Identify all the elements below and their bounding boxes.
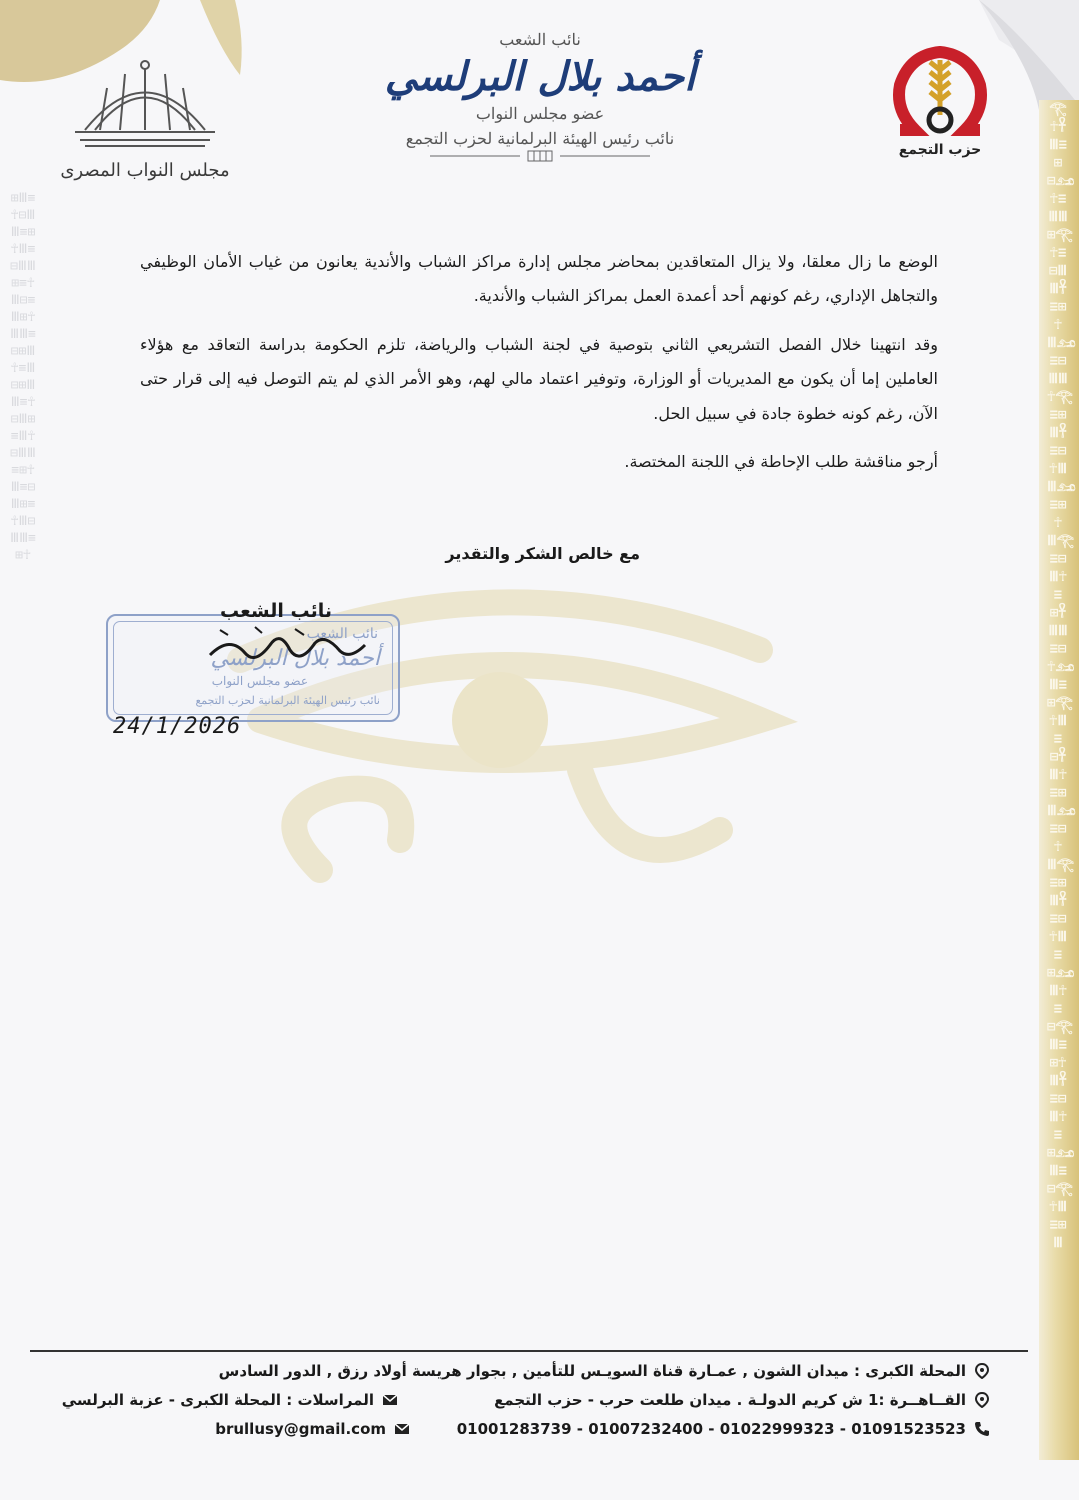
email-text[interactable]: brullusy@gmail.com — [215, 1420, 386, 1438]
correspondence — [62, 1391, 398, 1409]
deputy-title: نائب الشعب — [499, 30, 581, 49]
position-line: نائب رئيس الهيئة البرلمانية لحزب التجمع — [405, 129, 675, 148]
parliament-name: مجلس النواب المصرى — [60, 160, 230, 181]
address-cairo — [494, 1391, 990, 1409]
closing-line: مع خالص الشكر والتقدير — [445, 544, 640, 563]
deputy-name: أحمد بلال البرلسي — [384, 53, 696, 100]
location-pin-icon — [974, 1363, 990, 1379]
hieroglyph-border-left: ⊞Ⅲ≡☥⊟ⅢⅢ≡⊞☥Ⅲ≡⊟ⅢⅢ⊞≡☥Ⅲ⊟≡Ⅲ⊞☥ⅢⅢ≡⊟⊞Ⅲ☥≡Ⅲ⊟⊞ⅢⅢ≡☥⊟Ⅲ⊞≡Ⅲ☥⊟ⅢⅢ≡⊞☥Ⅲ≡⊟Ⅲ⊞≡☥Ⅲ⊟ⅢⅢ≡⊞☥ — [10, 191, 36, 563]
email[interactable] — [215, 1420, 410, 1438]
member-line: عضو مجلس النواب — [475, 104, 605, 123]
paragraph-1: الوضع ما زال معلقا، ولا يزال المتعاقدين بمحاضر مجلس إدارة مراكز الشباب والأندية يعانون من غياب الأمان الوظيفي والتجاهل الإداري، رغم كونهم أحد أعمدة العمل بمراكز الشباب والأندية. — [140, 252, 938, 306]
deputy-header — [360, 30, 720, 167]
signature-title: نائب الشعب — [220, 600, 332, 622]
handwritten-signature — [200, 615, 380, 675]
phone-icon — [974, 1421, 990, 1437]
phones-text: 01091523523 - 01022999323 - 01007232400 - 01001283739 — [456, 1420, 966, 1438]
paragraph-3: أرجو مناقشة طلب الإحاطة في اللجنة المختصة. — [624, 451, 938, 471]
ornament-divider-icon — [420, 149, 660, 163]
phones — [457, 1420, 990, 1438]
signature-date: 24/1/2026 — [113, 714, 242, 739]
correspondence-text: المراسلات : المحلة الكبرى - عزبة البرلسي — [61, 1391, 374, 1409]
stamp-member: عضو مجلس النواب — [211, 674, 308, 688]
stamp-title: نائب الشعب — [306, 626, 378, 642]
paragraph-2: وقد انتهينا خلال الفصل التشريعي الثاني بتوصية في لجنة الشباب والرياضة، تلزم الحكومة بدراسة التعاقد مع هؤلاء العاملين إما أن يكون مع المديريات أو الوزارة، وتوفير اعتماد مالي لهم، وهو الأمر الذي لم يتم التوصل فيه إلى قرار حتى الآن، رغم كونه خطوة جادة في سبيل الحل. — [140, 334, 938, 423]
address-mahalla — [219, 1362, 990, 1380]
party-name: حزب التجمع — [898, 142, 982, 158]
parliament-logo — [55, 60, 235, 181]
envelope-icon — [394, 1421, 410, 1437]
wheat-gear-emblem-icon — [885, 40, 995, 140]
address-cairo-text: القــاهــرة :1 ش كريم الدولـة . ميدان طلعت حرب - حزب التجمع — [494, 1391, 966, 1409]
envelope-icon — [382, 1392, 398, 1408]
footer — [30, 1362, 990, 1449]
stamp-name: أحمد بلال البرلسي — [210, 646, 380, 671]
hieroglyph-border-right — [1039, 100, 1079, 1460]
hieroglyph-pattern: 𓂀☥𓋹Ⅲ≡⊞⊟𓃭☥≡ⅢⅢ⊞𓂀☥≡⊟ⅢⅢ𓋹≡⊞☥Ⅲ𓃭≡⊟ⅢⅢ☥𓂀≡⊞Ⅲ𓋹≡⊟☥ⅢⅢ𓃭≡⊞☥Ⅲ𓂀≡⊟Ⅲ☥≡⊞𓋹ⅢⅢ≡⊟☥𓃭Ⅲ≡⊞𓂀☥Ⅲ≡⊟𓋹Ⅲ☥≡⊞Ⅲ𓃭≡⊟☥Ⅲ𓂀≡⊞Ⅲ𓋹≡⊟☥Ⅲ≡⊞𓃭Ⅲ☥≡⊟𓂀Ⅲ≡⊞☥Ⅲ𓋹≡⊟Ⅲ☥≡⊞𓃭Ⅲ≡⊟𓂀☥Ⅲ≡⊞Ⅲ — [1047, 101, 1076, 1251]
footer-divider — [30, 1350, 1028, 1352]
address-mahalla-text: المحلة الكبرى : ميدان الشون , عمـارة قناة السويـس للتأمين , بجوار هريسة أولاد رزق , الدور السادس — [218, 1362, 966, 1380]
letter-body — [140, 245, 938, 493]
letterhead — [0, 0, 1040, 220]
party-logo — [880, 40, 1000, 158]
parliament-dome-icon — [65, 60, 225, 150]
location-pin-icon — [974, 1392, 990, 1408]
stamp-position: نائب رئيس الهيئة البرلمانية لحزب التجمع — [195, 694, 380, 707]
